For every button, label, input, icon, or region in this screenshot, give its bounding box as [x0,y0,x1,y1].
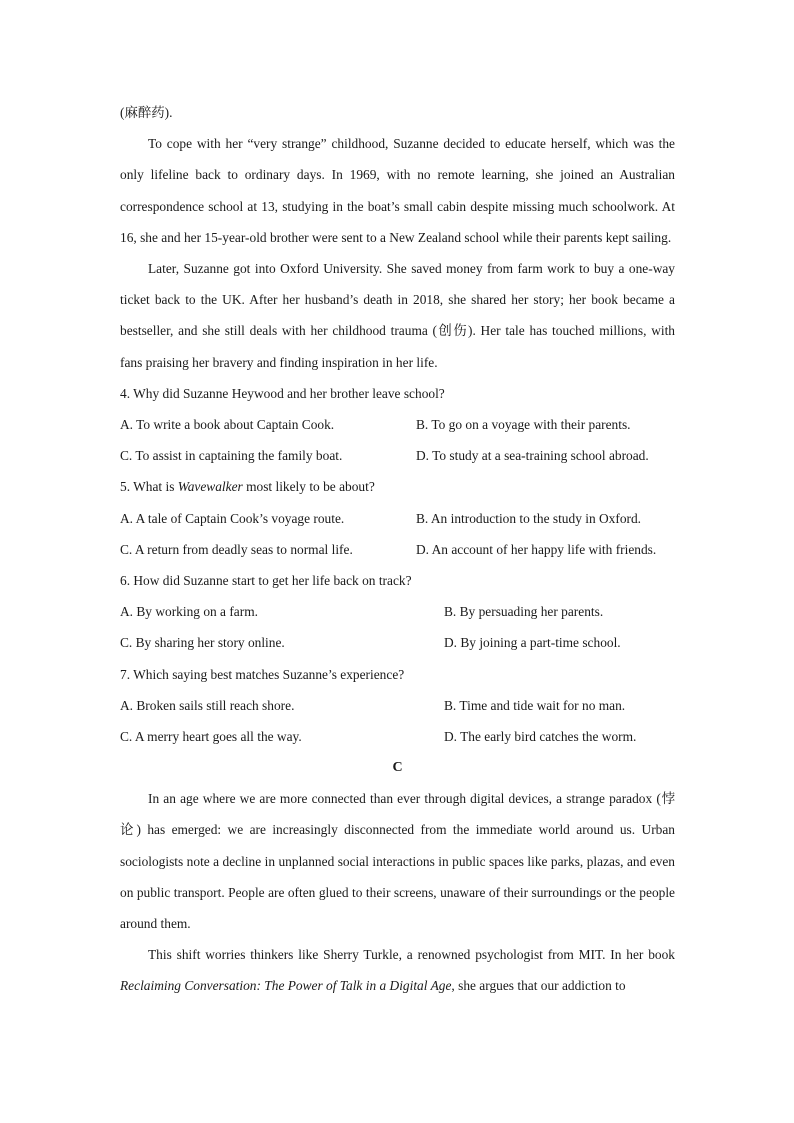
question-4-stem: 4. Why did Suzanne Heywood and her brother leave school? [120,385,445,401]
question-5-option-c: C. A return from deadly seas to normal life. [120,541,353,557]
question-7-options-row-1 [120,690,675,721]
question-5-stem-prefix: 5. What is [120,479,178,495]
document-page [120,97,675,1002]
question-4-option-a: A. To write a book about Captain Cook. [120,417,335,432]
section-heading: C [392,760,403,776]
question-6-options-row-1 [120,596,675,627]
question-4-options-row-1 [120,409,675,440]
question-7-option-a: A. Broken sails still reach shore. [120,697,295,713]
question-5-options-row-2 [120,534,675,565]
question-6-option-b: B. By persuading her parents. [444,604,604,620]
passage-b-paragraph-1: To cope with her “very strange” childhood, Suzanne decided to educate herself, which was the only lifeline back to ordinary days. In 1969, with no remote learning, she joined an Australian correspondence school at 13, studying in the boat’s small cabin despite missing much schoolwork. At 16, she and her 15-year-old brother were sent to a New Zealand school while their parents kept sailing. [120,136,675,245]
question-6-options-row-2 [120,627,675,658]
question-5-option-b: B. An introduction to the study in Oxford. [416,510,642,526]
question-4-option-c: C. To assist in captaining the family boat. [120,448,343,464]
question-4-option-d: D. To study at a sea-training school abroad. [416,448,649,464]
question-7-options-row-2 [120,721,675,752]
question-6-option-a: A. By working on a farm. [120,604,258,620]
question-4-option-b: B. To go on a voyage with their parents. [416,417,631,432]
passage-c-paragraph-1: In an age where we are more connected than ever through digital devices, a strange paradox (悖论) has emerged: we are increasingly disconnected from the immediate world around us. Urban sociologists note a decline in unplanned social interactions in public spaces like parks, plazas, and even on public transport. People are often glued to their screens, unaware of their surroundings or the people around them. [120,791,675,932]
question-6-option-c: C. By sharing her story online. [120,635,285,651]
question-5-book-title: Wavewalker [177,479,243,495]
question-5-stem [120,471,675,502]
question-5-option-a: A. A tale of Captain Cook’s voyage route. [120,510,345,526]
passage-c-paragraph-2-end: , she argues that our addiction to [451,978,626,994]
question-5-options-row-1 [120,503,675,534]
question-7-stem: 7. Which saying best matches Suzanne’s experience? [120,666,405,682]
question-6-option-d: D. By joining a part-time school. [444,635,621,651]
question-5-option-d: D. An account of her happy life with friends. [416,541,657,557]
passage-c-book-title: Reclaiming Conversation: The Power of Talk in a Digital Age [120,978,452,994]
passage-b-paragraph-2: Later, Suzanne got into Oxford University. She saved money from farm work to buy a one-way ticket back to the UK. After her husband’s death in 2018, she shared her story; her book became a bestseller, and she still deals with her childhood trauma (创伤). Her tale has touched millions, with fans praising her bravery and finding inspiration in her life. [120,261,675,370]
question-7-option-b: B. Time and tide wait for no man. [444,697,626,713]
passage-fragment: (麻醉药). [120,105,173,120]
passage-c-paragraph-2-start: This shift worries thinkers like Sherry Turkle, a renowned psychologist from MIT. In her book [148,947,675,963]
question-4-options-row-2 [120,440,675,471]
passage-c-paragraph-2 [120,939,675,1001]
question-6-stem: 6. How did Suzanne start to get her life back on track? [120,572,412,588]
question-5-stem-suffix: most likely to be about? [242,479,375,495]
question-7-option-c: C. A merry heart goes all the way. [120,728,302,744]
question-7-option-d: D. The early bird catches the worm. [444,728,637,744]
